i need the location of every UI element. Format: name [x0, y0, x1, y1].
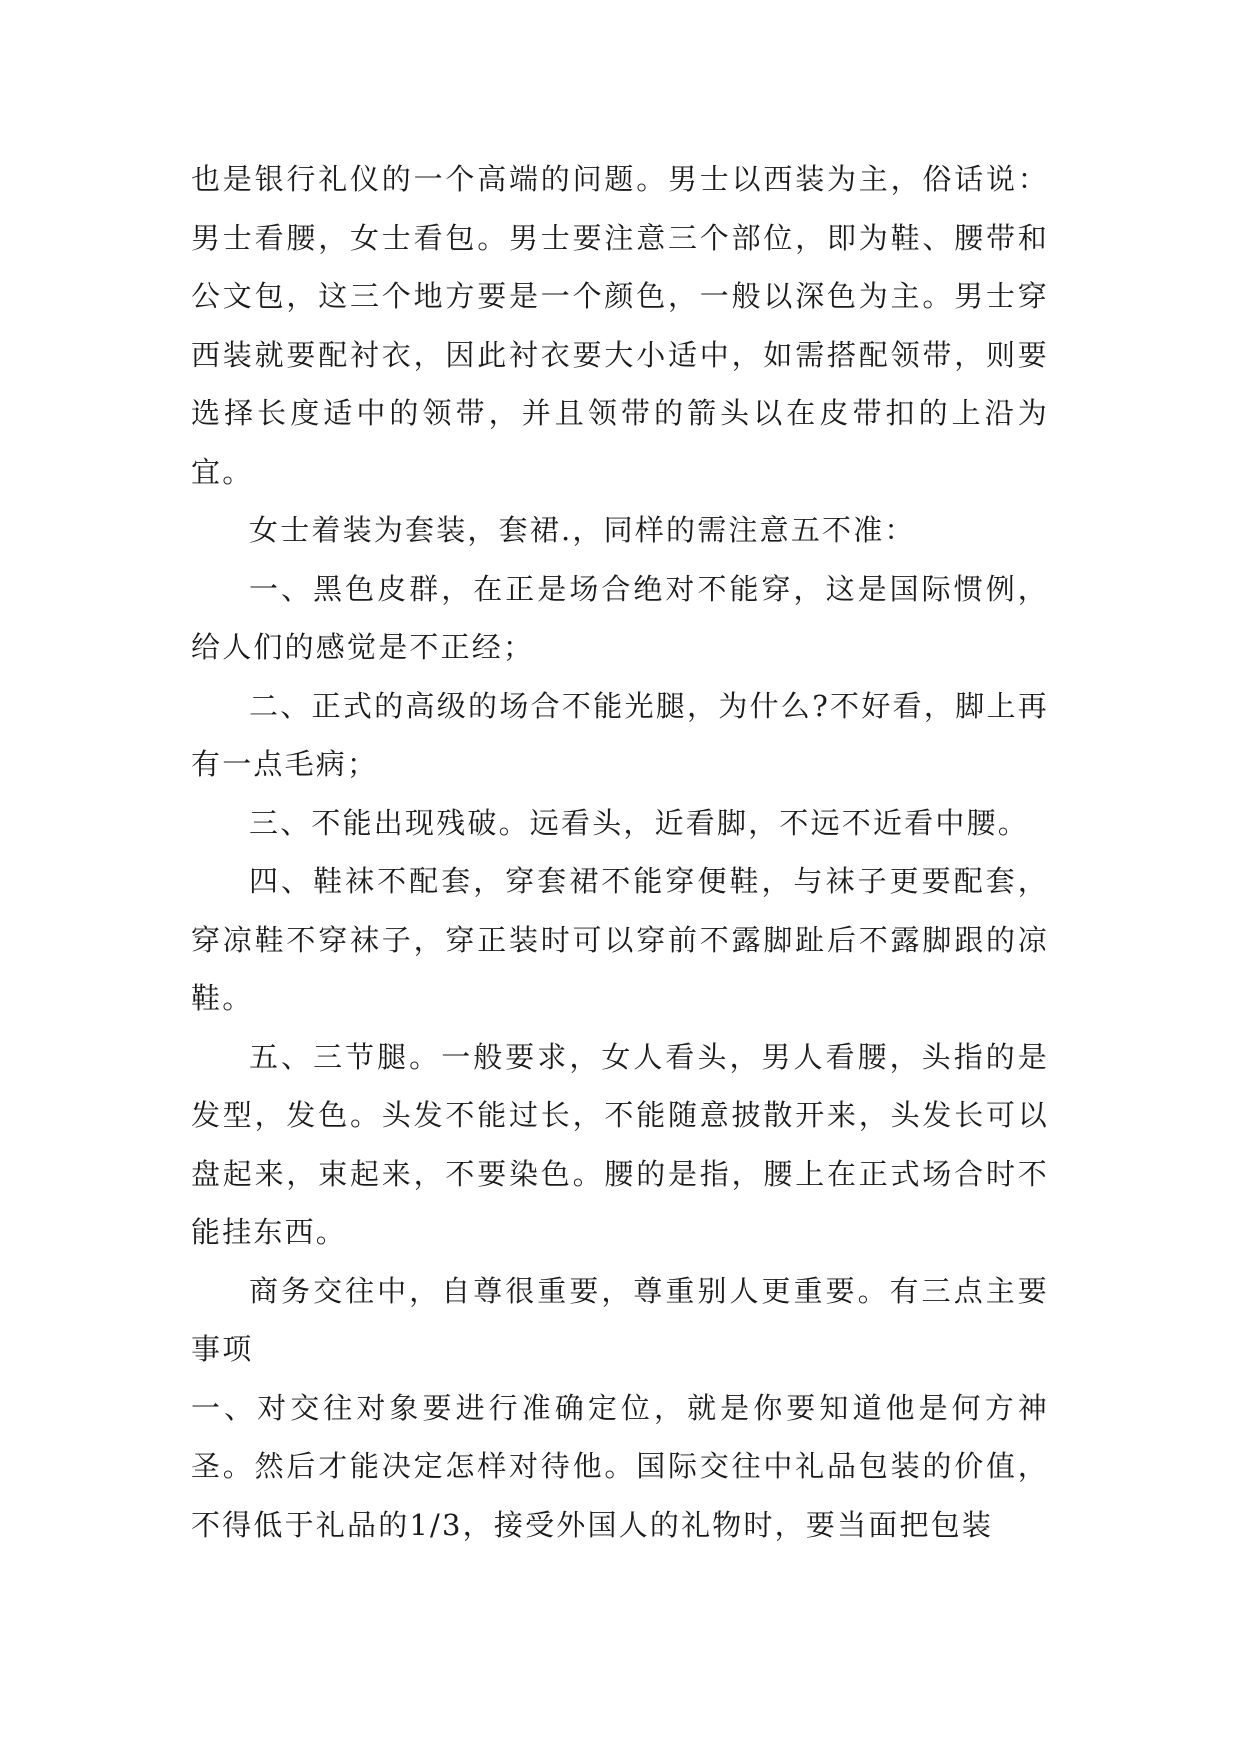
paragraph-business-intro: 商务交往中，自尊很重要，尊重别人更重要。有三点主要事项	[191, 1273, 1049, 1366]
paragraph-rule-4: 四、鞋袜不配套，穿套裙不能穿便鞋，与袜子更要配套，穿凉鞋不穿袜子，穿正装时可以穿前不露脚趾后不露脚跟的凉鞋。	[191, 864, 1049, 1015]
paragraph-rule-2: 二、正式的高级的场合不能光腿，为什么?不好看，脚上再有一点毛病；	[191, 688, 1049, 781]
paragraph-rule-3: 三、不能出现残破。远看头，近看脚，不远不近看中腰。	[249, 805, 1030, 840]
document-body	[191, 150, 1049, 1554]
paragraph-rule-5: 五、三节腿。一般要求，女人看头，男人看腰，头指的是发型，发色。头发不能过长，不能随意披散开来，头发长可以盘起来，束起来，不要染色。腰的是指，腰上在正式场合时不能挂东西。	[191, 1039, 1049, 1249]
paragraph-mens-dress: 也是银行礼仪的一个高端的问题。男士以西装为主，俗话说：男士看腰，女士看包。男士要注意三个部位，即为鞋、腰带和公文包，这三个地方要是一个颜色，一般以深色为主。男士穿西装就要配衬衣，因此衬衣要大小适中，如需搭配领带，则要选择长度适中的领带，并且领带的箭头以在皮带扣的上沿为宜。	[191, 162, 1049, 489]
paragraph-rule-1: 一、黑色皮群，在正是场合绝对不能穿，这是国际惯例，给人们的感觉是不正经；	[191, 571, 1049, 664]
paragraph-business-point-1: 一、对交往对象要进行准确定位，就是你要知道他是何方神圣。然后才能决定怎样对待他。国际交往中礼品包装的价值，不得低于礼品的1/3，接受外国人的礼物时，要当面把包装	[191, 1390, 1049, 1542]
paragraph-womens-dress-intro: 女士着装为套装，套裙.，同样的需注意五不准：	[249, 513, 916, 547]
